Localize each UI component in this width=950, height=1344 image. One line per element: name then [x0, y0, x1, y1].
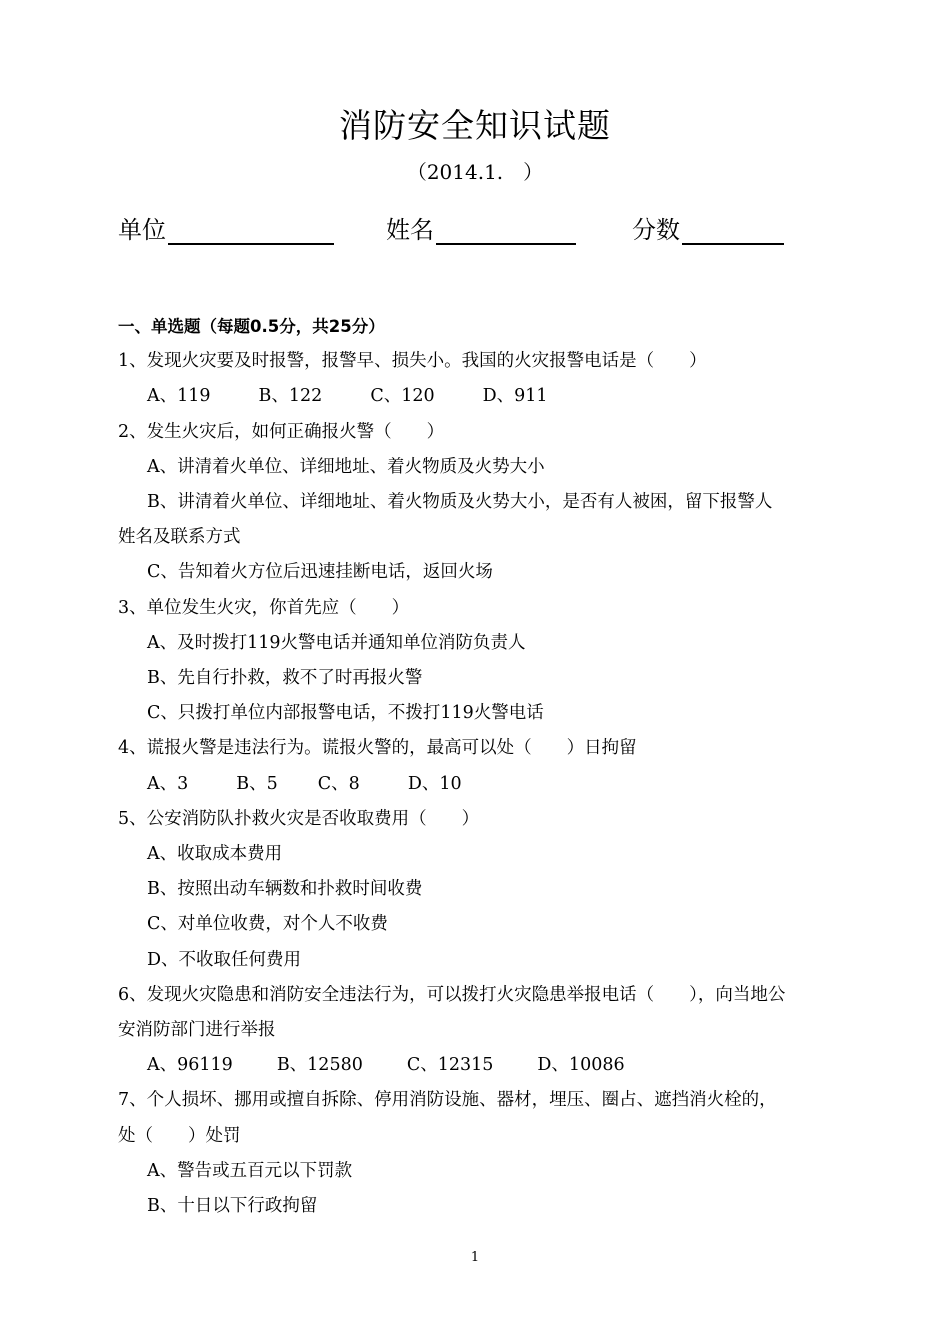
question-2: 2、发生火灾后，如何正确报火警（ ） — [118, 421, 445, 442]
document-date: （2014.1. ） — [406, 160, 544, 184]
name-label: 姓名 — [386, 216, 434, 244]
option: D、911 — [482, 386, 548, 407]
option: B、十日以下行政拘留 — [147, 1196, 318, 1217]
option: A、及时拨打119火警电话并通知单位消防负责人 — [147, 632, 526, 653]
option: B、122 — [258, 386, 323, 407]
option: A、收取成本费用 — [147, 844, 283, 865]
question-7: 7、个人损坏、挪用或擅自拆除、停用消防设施、器材，埋压、圈占、遮挡消火栓的， — [118, 1090, 777, 1111]
question-1: 1、发现火灾要及时报警，报警早、损失小。我国的火灾报警电话是（ ） — [118, 351, 707, 372]
question-7-continuation: 处（ ）处罚 — [118, 1125, 241, 1146]
option: D、10 — [407, 773, 462, 794]
option: D、不收取任何费用 — [147, 949, 302, 970]
question-3: 3、单位发生火灾，你首先应（ ） — [118, 597, 410, 618]
score-label: 分数 — [632, 216, 680, 244]
option: C、只拨打单位内部报警电话，不拨打119火警电话 — [147, 703, 544, 724]
option: D、10086 — [537, 1055, 625, 1076]
question-6-options — [118, 1048, 838, 1083]
option: C、对单位收费，对个人不收费 — [147, 914, 388, 935]
option: A、警告或五百元以下罚款 — [147, 1160, 353, 1181]
question-1-options — [118, 379, 838, 414]
name-field — [386, 210, 576, 245]
unit-field — [118, 210, 334, 245]
option-continuation: 姓名及联系方式 — [118, 527, 241, 548]
score-blank — [682, 217, 784, 245]
question-5: 5、公安消防队扑救火灾是否收取费用（ ） — [118, 808, 480, 829]
option: B、按照出动车辆数和扑救时间收费 — [147, 879, 423, 900]
question-4-options — [118, 767, 838, 802]
option: B、先自行扑救，救不了时再报火警 — [147, 668, 423, 689]
option: C、8 — [317, 773, 360, 794]
option: B、讲清着火单位、详细地址、着火物质及火势大小，是否有人被困，留下报警人 — [147, 492, 773, 513]
score-field — [632, 210, 784, 245]
option: C、120 — [370, 386, 435, 407]
name-blank — [436, 217, 576, 245]
header-fields — [118, 210, 838, 254]
unit-label: 单位 — [118, 216, 166, 244]
page-number: 1 — [470, 1250, 480, 1265]
section-heading: 一、单选题（每题0.5分，共25分） — [118, 317, 385, 336]
question-6: 6、发现火灾隐患和消防安全违法行为，可以拨打火灾隐患举报电话（ ），向当地公 — [118, 984, 786, 1005]
option: A、119 — [147, 386, 211, 407]
option: A、96119 — [147, 1055, 233, 1076]
question-6-continuation: 安消防部门进行举报 — [118, 1020, 276, 1041]
option: B、5 — [236, 773, 278, 794]
option: B、12580 — [276, 1055, 363, 1076]
option: A、3 — [147, 773, 189, 794]
question-4: 4、谎报火警是违法行为。谎报火警的，最高可以处（ ）日拘留 — [118, 738, 637, 759]
question-list — [118, 309, 838, 1224]
option: A、讲清着火单位、详细地址、着火物质及火势大小 — [147, 456, 545, 477]
unit-blank — [168, 217, 334, 245]
option: C、告知着火方位后迅速挂断电话，返回火场 — [147, 562, 493, 583]
option: C、12315 — [406, 1055, 494, 1076]
document-title: 消防安全知识试题 — [339, 106, 611, 145]
